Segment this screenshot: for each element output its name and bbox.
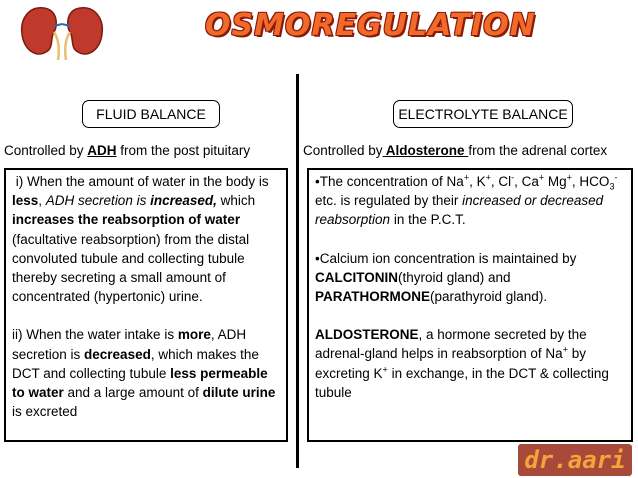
control-text: Controlled by	[303, 143, 383, 158]
text: (thyroid gland) and	[398, 269, 511, 285]
text: (parathyroid gland).	[430, 289, 548, 305]
text-bold: ALDOSTERONE	[315, 327, 419, 343]
charge: +	[382, 364, 388, 375]
subscript: 3	[609, 181, 615, 192]
charge: +	[538, 172, 545, 183]
electrolyte-paragraph-1	[315, 172, 625, 230]
electrolyte-paragraph-3	[315, 325, 625, 402]
electrolyte-control-line	[303, 143, 607, 158]
text-bold: PARATHORMONE	[315, 289, 430, 305]
author-logo	[518, 444, 632, 476]
text-italic: increased or decreased reabsorption	[315, 193, 604, 228]
text-bold: more	[177, 327, 211, 343]
charge: +	[566, 172, 572, 183]
text-bold: decreased	[84, 346, 151, 362]
charge: +	[485, 172, 491, 183]
fluid-paragraph-2	[12, 325, 280, 421]
text-bold: increases the reabsorption of water	[12, 212, 241, 228]
text: in exchange, in the DCT & collecting tubule	[315, 365, 609, 400]
text: ii) When the water intake is	[12, 327, 178, 343]
text-bold: CALCITONIN	[315, 269, 398, 285]
text: and a large amount of	[63, 385, 203, 401]
control-text: Controlled by	[4, 143, 88, 158]
logo-text: dr.aari	[524, 446, 626, 474]
text-bold: less	[12, 193, 39, 209]
control-hormone: ADH	[87, 143, 117, 158]
fluid-balance-header: FLUID BALANCE	[82, 100, 220, 128]
page-title: OSMOREGULATION	[205, 8, 536, 43]
text: etc. is regulated by their	[315, 193, 463, 209]
text: is excreted	[12, 404, 78, 420]
text: •Calcium ion concentration is maintained by	[315, 250, 577, 266]
text: •The concentration of Na	[315, 174, 464, 189]
fluid-paragraph-1	[12, 172, 280, 306]
electrolyte-balance-header: ELECTROLYTE BALANCE	[393, 100, 573, 128]
control-text: from the adrenal cortex	[468, 143, 608, 158]
control-hormone: Aldosterone	[382, 143, 469, 158]
column-divider	[296, 74, 299, 468]
text: by excreting K	[315, 346, 586, 381]
kidney-illustration	[14, 4, 110, 60]
charge: +	[562, 344, 568, 355]
left-ureter	[54, 32, 59, 60]
charge: -	[614, 172, 618, 183]
electrolyte-balance-box	[307, 168, 633, 442]
text: Mg	[544, 174, 567, 189]
fluid-control-line	[4, 143, 250, 158]
text: (facultative reabsorption) from the distal convoluted tubule and collecting tubule thereby secreting a small amount of concentrated (hypertonic) urine.	[12, 231, 250, 305]
fluid-balance-box	[4, 168, 288, 442]
right-kidney-shape	[68, 8, 103, 54]
text: , ADH secretion is	[12, 327, 247, 362]
text-bold-italic: increased,	[150, 193, 217, 209]
text: , Cl	[490, 174, 512, 189]
electrolyte-paragraph-2	[315, 249, 625, 307]
text: , HCO	[571, 174, 610, 189]
text: , Ca	[514, 174, 539, 189]
right-ureter	[65, 32, 70, 60]
text-italic: ADH secretion is	[45, 193, 151, 209]
text: in the P.C.T.	[390, 212, 466, 228]
text: , K	[469, 174, 486, 189]
control-text: from the post pituitary	[116, 143, 251, 158]
charge: -	[511, 172, 515, 183]
text-bold: less permeable to water	[12, 365, 268, 401]
charge: +	[463, 172, 470, 183]
text: ,	[38, 193, 46, 209]
text: which	[216, 193, 256, 209]
text-bold: dilute urine	[202, 385, 276, 401]
left-kidney-shape	[22, 8, 57, 54]
text: , a hormone secreted by the adrenal-gland helps in reabsorption of Na	[315, 327, 587, 362]
text: i) When the amount of water in the body is	[15, 174, 269, 189]
text: , which makes the DCT and collecting tubule	[12, 346, 259, 381]
